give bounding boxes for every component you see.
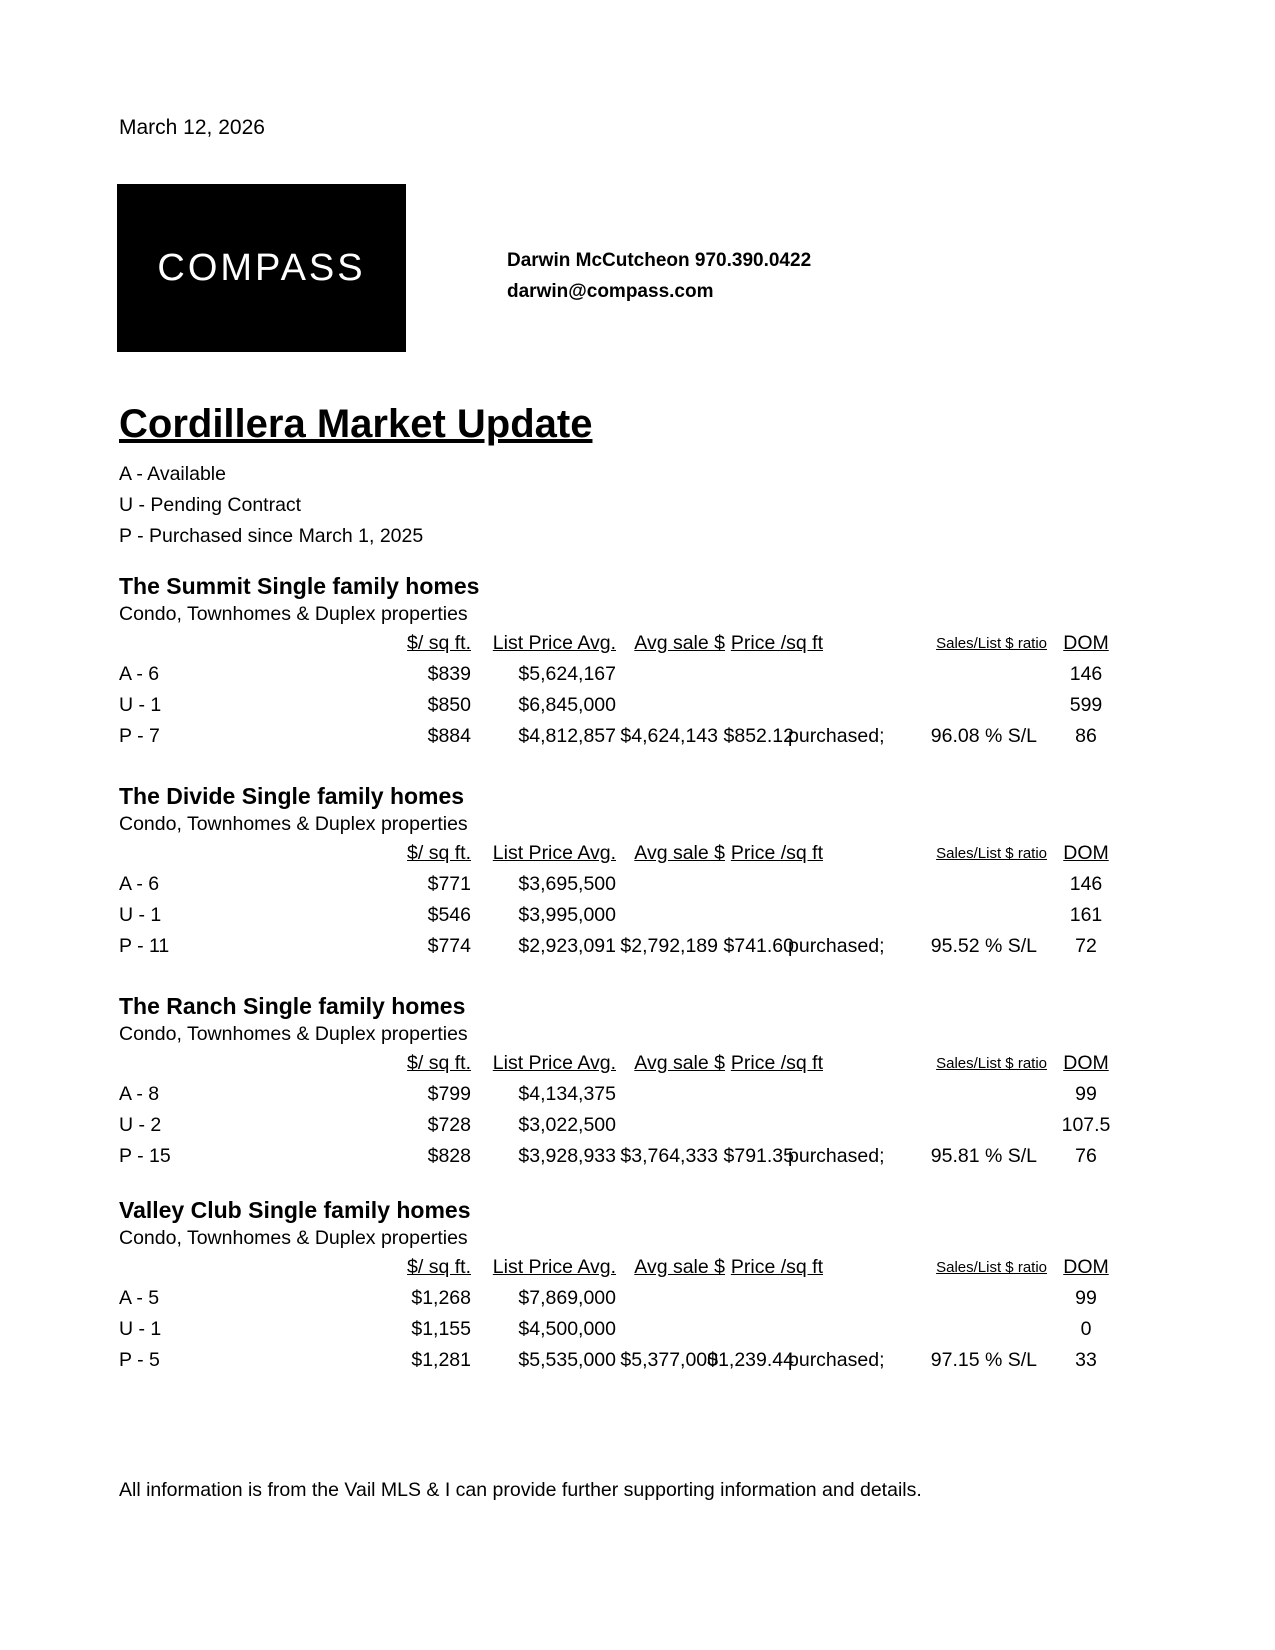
cell-price-sqft: $1,239.44 <box>707 1349 794 1371</box>
header-avg-sale: Avg sale $ <box>634 1256 725 1278</box>
cell-status: P - 7 <box>119 725 160 747</box>
cell-status: A - 6 <box>119 663 160 685</box>
cell-status: P - 15 <box>119 1145 171 1167</box>
section-subtitle: Condo, Townhomes & Duplex properties <box>119 1023 468 1045</box>
header-ratio: Sales/List $ ratio <box>936 635 1047 652</box>
cell-list-avg: $3,928,933 <box>518 1145 616 1167</box>
market-section <box>119 571 1159 752</box>
section-title: Valley Club Single family homes <box>119 1197 471 1223</box>
cell-ratio: 95.81 % S/L <box>930 1145 1037 1167</box>
column-header-row <box>119 628 1159 659</box>
cell-price-sqft: $791.35 <box>723 1145 794 1167</box>
cell-sqft: $1,281 <box>411 1349 471 1371</box>
cell-status: U - 1 <box>119 904 162 926</box>
section-subtitle: Condo, Townhomes & Duplex properties <box>119 1227 468 1249</box>
cell-avg-sale: $2,792,189 <box>620 935 718 957</box>
contact-block <box>507 245 811 307</box>
table-row <box>119 931 1159 962</box>
table-row <box>119 1110 1159 1141</box>
cell-list-avg: $2,923,091 <box>518 935 616 957</box>
footer-note: All information is from the Vail MLS & I can provide further supporting information and details. <box>119 1479 922 1501</box>
table-row <box>119 1141 1159 1172</box>
cell-purchased: purchased; <box>788 1145 885 1167</box>
cell-list-avg: $3,695,500 <box>518 873 616 895</box>
cell-ratio: 95.52 % S/L <box>930 935 1037 957</box>
cell-dom: 76 <box>1075 1145 1097 1167</box>
section-subtitle: Condo, Townhomes & Duplex properties <box>119 603 468 625</box>
cell-status: A - 8 <box>119 1083 160 1105</box>
column-header-row <box>119 838 1159 869</box>
cell-list-avg: $3,022,500 <box>518 1114 616 1136</box>
header-ratio: Sales/List $ ratio <box>936 1055 1047 1072</box>
header-sqft: $/ sq ft. <box>407 632 471 654</box>
cell-list-avg: $3,995,000 <box>518 904 616 926</box>
cell-dom: 0 <box>1080 1318 1092 1340</box>
legend-item-purchased: P - Purchased since March 1, 2025 <box>119 525 424 547</box>
table-row <box>119 1079 1159 1110</box>
table-row <box>119 900 1159 931</box>
header-avg-sale: Avg sale $ <box>634 842 725 864</box>
cell-avg-sale: $5,377,000 <box>620 1349 718 1371</box>
header-price-sqft: Price /sq ft <box>730 842 823 864</box>
cell-dom: 107.5 <box>1061 1114 1111 1136</box>
document-date: March 12, 2026 <box>119 116 265 139</box>
cell-ratio: 97.15 % S/L <box>930 1349 1037 1371</box>
cell-sqft: $839 <box>427 663 471 685</box>
table-row <box>119 1314 1159 1345</box>
market-section <box>119 781 1159 962</box>
cell-dom: 146 <box>1069 663 1103 685</box>
legend-item-available: A - Available <box>119 463 226 485</box>
cell-list-avg: $7,869,000 <box>518 1287 616 1309</box>
cell-sqft: $850 <box>427 694 471 716</box>
cell-ratio: 96.08 % S/L <box>930 725 1037 747</box>
cell-status: U - 2 <box>119 1114 162 1136</box>
contact-email: darwin@compass.com <box>507 281 714 302</box>
cell-sqft: $1,155 <box>411 1318 471 1340</box>
cell-price-sqft: $741.60 <box>723 935 794 957</box>
cell-purchased: purchased; <box>788 935 885 957</box>
cell-status: A - 6 <box>119 873 160 895</box>
header-price-sqft: Price /sq ft <box>730 632 823 654</box>
header-sqft: $/ sq ft. <box>407 1256 471 1278</box>
cell-purchased: purchased; <box>788 1349 885 1371</box>
cell-status: U - 1 <box>119 1318 162 1340</box>
header-price-sqft: Price /sq ft <box>730 1256 823 1278</box>
cell-dom: 599 <box>1069 694 1103 716</box>
header-dom: DOM <box>1063 842 1109 864</box>
cell-list-avg: $4,812,857 <box>518 725 616 747</box>
cell-status: P - 11 <box>119 935 170 957</box>
cell-sqft: $546 <box>427 904 471 926</box>
cell-sqft: $828 <box>427 1145 471 1167</box>
cell-sqft: $1,268 <box>411 1287 471 1309</box>
header-avg-sale: Avg sale $ <box>634 1052 725 1074</box>
contact-name-phone: Darwin McCutcheon 970.390.0422 <box>507 250 812 271</box>
column-header-row <box>119 1048 1159 1079</box>
header-dom: DOM <box>1063 632 1109 654</box>
cell-list-avg: $6,845,000 <box>518 694 616 716</box>
table-row <box>119 721 1159 752</box>
header-sqft: $/ sq ft. <box>407 842 471 864</box>
cell-status: U - 1 <box>119 694 162 716</box>
logo-text: COMPASS <box>157 246 366 289</box>
header-list-avg: List Price Avg. <box>492 842 616 864</box>
market-section <box>119 991 1159 1172</box>
cell-sqft: $799 <box>427 1083 471 1105</box>
header-price-sqft: Price /sq ft <box>730 1052 823 1074</box>
header-list-avg: List Price Avg. <box>492 1052 616 1074</box>
cell-list-avg: $4,500,000 <box>518 1318 616 1340</box>
cell-dom: 161 <box>1069 904 1103 926</box>
header-list-avg: List Price Avg. <box>492 1256 616 1278</box>
header-ratio: Sales/List $ ratio <box>936 1259 1047 1276</box>
legend-item-pending: U - Pending Contract <box>119 494 302 516</box>
compass-logo <box>117 184 406 352</box>
cell-dom: 72 <box>1075 935 1097 957</box>
cell-status: P - 5 <box>119 1349 160 1371</box>
table-row <box>119 869 1159 900</box>
cell-dom: 86 <box>1075 725 1097 747</box>
cell-list-avg: $5,535,000 <box>518 1349 616 1371</box>
header-avg-sale: Avg sale $ <box>634 632 725 654</box>
cell-purchased: purchased; <box>788 725 885 747</box>
cell-dom: 33 <box>1075 1349 1097 1371</box>
cell-dom: 99 <box>1075 1083 1097 1105</box>
cell-avg-sale: $3,764,333 <box>620 1145 718 1167</box>
cell-dom: 99 <box>1075 1287 1097 1309</box>
page-title: Cordillera Market Update <box>119 402 593 446</box>
cell-list-avg: $5,624,167 <box>518 663 616 685</box>
section-title: The Ranch Single family homes <box>119 993 466 1019</box>
header-dom: DOM <box>1063 1256 1109 1278</box>
status-legend <box>119 459 423 552</box>
column-header-row <box>119 1252 1159 1283</box>
header-list-avg: List Price Avg. <box>492 632 616 654</box>
cell-status: A - 5 <box>119 1287 160 1309</box>
cell-avg-sale: $4,624,143 <box>620 725 718 747</box>
table-row <box>119 659 1159 690</box>
cell-sqft: $774 <box>427 935 471 957</box>
cell-sqft: $884 <box>427 725 471 747</box>
market-section <box>119 1195 1159 1376</box>
cell-dom: 146 <box>1069 873 1103 895</box>
cell-price-sqft: $852.12 <box>723 725 794 747</box>
section-title: The Divide Single family homes <box>119 783 465 809</box>
header-ratio: Sales/List $ ratio <box>936 845 1047 862</box>
section-title: The Summit Single family homes <box>119 573 480 599</box>
header-sqft: $/ sq ft. <box>407 1052 471 1074</box>
cell-sqft: $771 <box>427 873 471 895</box>
header-dom: DOM <box>1063 1052 1109 1074</box>
section-subtitle: Condo, Townhomes & Duplex properties <box>119 813 468 835</box>
cell-sqft: $728 <box>427 1114 471 1136</box>
table-row <box>119 1283 1159 1314</box>
cell-list-avg: $4,134,375 <box>518 1083 616 1105</box>
table-row <box>119 1345 1159 1376</box>
table-row <box>119 690 1159 721</box>
